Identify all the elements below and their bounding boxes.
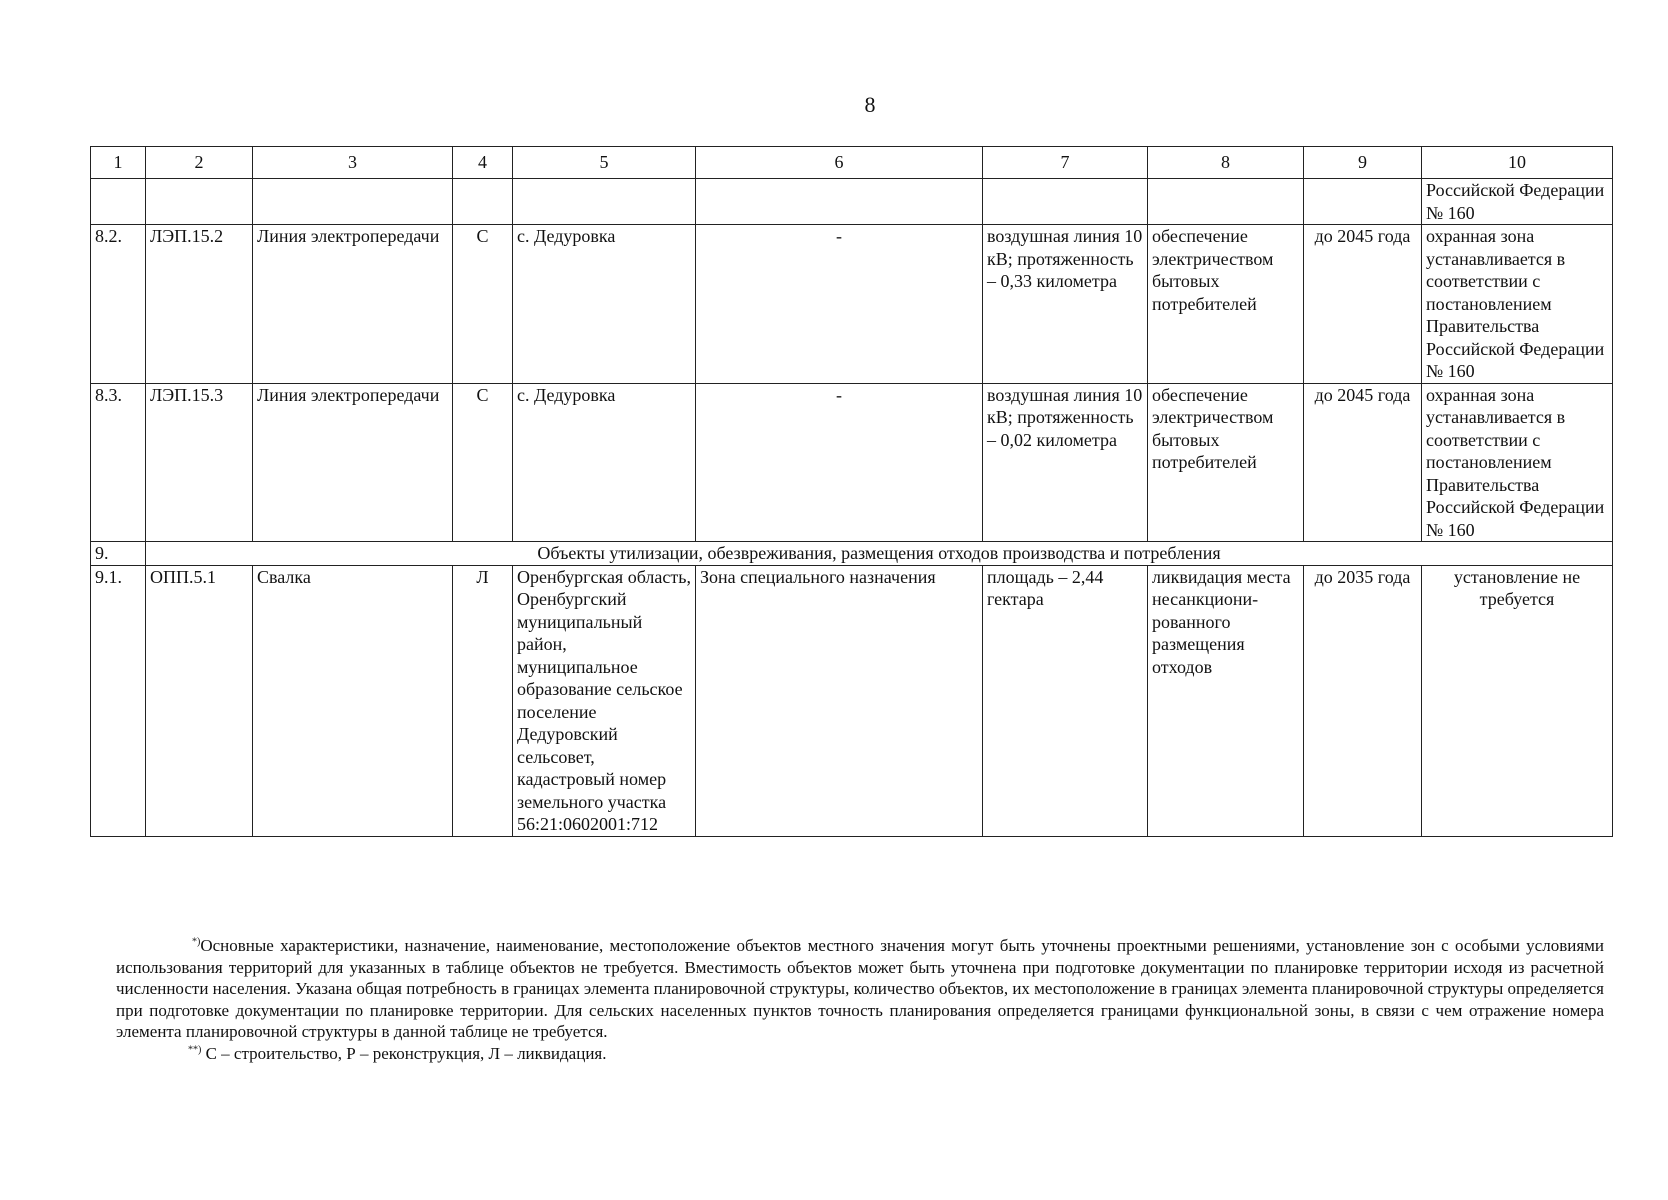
object-purpose: обеспечение электричеством бытовых потребителей bbox=[1148, 383, 1304, 542]
footnote-1 bbox=[116, 935, 1604, 1043]
table-row bbox=[91, 565, 1613, 836]
object-characteristics: воздушная линия 10 кВ; протяженность – 0,33 километра bbox=[983, 225, 1148, 384]
header-cell: 10 bbox=[1422, 147, 1613, 179]
object-name: Линия электропередачи bbox=[253, 383, 453, 542]
header-cell: 4 bbox=[453, 147, 513, 179]
section-title: Объекты утилизации, обезвреживания, размещения отходов производства и потребления bbox=[146, 542, 1613, 566]
section-number: 9. bbox=[91, 542, 146, 566]
header-cell: 9 bbox=[1304, 147, 1422, 179]
object-term: до 2035 года bbox=[1304, 565, 1422, 836]
row-number: 8.2. bbox=[91, 225, 146, 384]
table-row bbox=[91, 383, 1613, 542]
object-location: Оренбургская область, Оренбургский муниципальный район, муниципальное образование сельское поселение Дедуровский сельсовет, кадастровый номер земельного участка 56:21:0602001:712 bbox=[513, 565, 696, 836]
header-cell: 8 bbox=[1148, 147, 1304, 179]
objects-table bbox=[90, 146, 1613, 837]
table-header-row bbox=[91, 147, 1613, 179]
object-location: с. Дедуровка bbox=[513, 383, 696, 542]
footnotes bbox=[116, 935, 1604, 1064]
header-cell: 1 bbox=[91, 147, 146, 179]
footnote-2-text: С – строительство, Р – реконструкция, Л – ликвидация. bbox=[205, 1043, 607, 1063]
row-number: 8.3. bbox=[91, 383, 146, 542]
object-code: ЛЭП.15.3 bbox=[146, 383, 253, 542]
footnote-1-mark: *) bbox=[192, 936, 201, 948]
functional-zone: Зона специального назначения bbox=[696, 565, 983, 836]
object-characteristics: площадь – 2,44 гектара bbox=[983, 565, 1148, 836]
continuation-text: Российской Федерации № 160 bbox=[1422, 179, 1613, 225]
object-term: до 2045 года bbox=[1304, 383, 1422, 542]
table-row bbox=[91, 225, 1613, 384]
row-number: 9.1. bbox=[91, 565, 146, 836]
object-characteristics: воздушная линия 10 кВ; протяженность – 0,02 километра bbox=[983, 383, 1148, 542]
header-cell: 2 bbox=[146, 147, 253, 179]
object-location: с. Дедуровка bbox=[513, 225, 696, 384]
object-status: С bbox=[453, 383, 513, 542]
object-term: до 2045 года bbox=[1304, 225, 1422, 384]
object-name: Линия электропередачи bbox=[253, 225, 453, 384]
page-number: 8 bbox=[864, 92, 876, 117]
object-code: ЛЭП.15.2 bbox=[146, 225, 253, 384]
object-restriction: охранная зона устанавливается в соответствии с постановлением Правительства Российской Федерации № 160 bbox=[1422, 383, 1613, 542]
object-status: С bbox=[453, 225, 513, 384]
footnote-2-mark: **) bbox=[188, 1043, 202, 1055]
object-restriction: установление не требуется bbox=[1422, 565, 1613, 836]
object-purpose: ликвидация места несанкциони-рованного размещения отходов bbox=[1148, 565, 1304, 836]
object-restriction: охранная зона устанавливается в соответствии с постановлением Правительства Российской Федерации № 160 bbox=[1422, 225, 1613, 384]
continuation-row bbox=[91, 179, 1613, 225]
header-cell: 6 bbox=[696, 147, 983, 179]
section-row bbox=[91, 542, 1613, 566]
functional-zone: - bbox=[696, 225, 983, 384]
object-code: ОПП.5.1 bbox=[146, 565, 253, 836]
functional-zone: - bbox=[696, 383, 983, 542]
footnote-1-text: Основные характеристики, назначение, наименование, местоположение объектов местного значения могут быть уточнены проектными решениями, установление зон с особыми условиями использования территорий для указанных в таблице объектов не требуется. Вместимость объектов может быть уточнена при подготовке документации по планировке территории исходя из расчетной численности населения. Указана общая потребность в границах элемента планировочной структуры, количество объектов, их местоположение в границах элемента планировочной структуры определяется при подготовке документации по планировке территории. Для сельских населенных пунктов точность планирования определяется границами функциональной зоны, в связи с чем отражение номера элемента планировочной структуры в данной таблице не требуется. bbox=[116, 936, 1604, 1041]
object-name: Свалка bbox=[253, 565, 453, 836]
header-cell: 7 bbox=[983, 147, 1148, 179]
header-cell: 3 bbox=[253, 147, 453, 179]
header-cell: 5 bbox=[513, 147, 696, 179]
footnote-2 bbox=[116, 1043, 1604, 1065]
object-purpose: обеспечение электричеством бытовых потребителей bbox=[1148, 225, 1304, 384]
object-status: Л bbox=[453, 565, 513, 836]
